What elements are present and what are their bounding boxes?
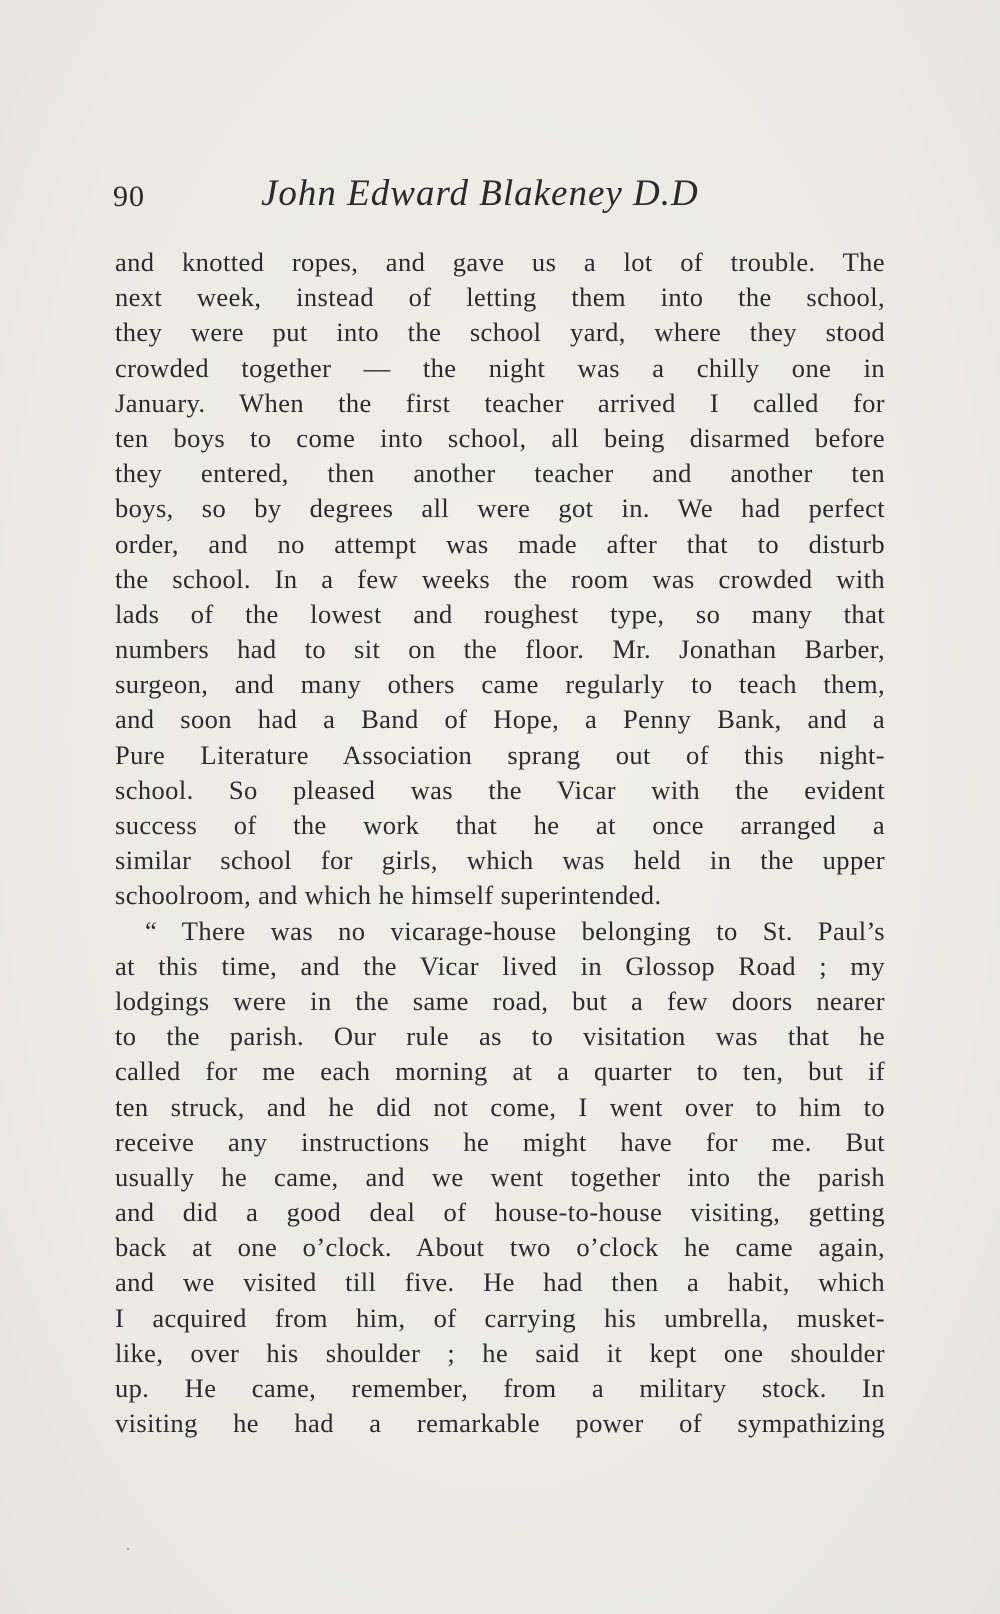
- text-line: January. When the first teacher arrived I called for: [115, 387, 885, 418]
- body-text: [115, 245, 885, 1441]
- text-line: back at one o’clock. About two o’clock he came again,: [115, 1232, 885, 1263]
- text-line: like, over his shoulder ; he said it kept one shoulder: [115, 1337, 885, 1368]
- text-line: surgeon, and many others came regularly to teach them,: [115, 669, 885, 700]
- text-line: crowded together — the night was a chilly one in: [115, 352, 885, 383]
- text-line: they entered, then another teacher and another ten: [115, 458, 885, 489]
- text-line: visiting he had a remarkable power of sympathizing: [115, 1408, 885, 1439]
- text-line: numbers had to sit on the floor. Mr. Jonathan Barber,: [115, 634, 885, 665]
- text-line: “ There was no vicarage-house belonging to St. Paul’s: [145, 915, 885, 946]
- text-line: order, and no attempt was made after that to disturb: [115, 528, 885, 559]
- text-line: the school. In a few weeks the room was crowded with: [115, 563, 885, 594]
- text-line: Pure Literature Association sprang out of this night-: [115, 739, 885, 770]
- text-line: up. He came, remember, from a military stock. In: [115, 1373, 885, 1403]
- text-line: and we visited till five. He had then a habit, which: [115, 1267, 885, 1298]
- text-line: school. So pleased was the Vicar with the evident: [115, 774, 885, 805]
- text-line: and soon had a Band of Hope, a Penny Bank, and a: [115, 704, 885, 735]
- text-line: schoolroom, and which he himself superintended.: [115, 880, 662, 911]
- text-line: receive any instructions he might have for me. But: [115, 1126, 885, 1157]
- text-line: at this time, and the Vicar lived in Glossop Road ; my: [115, 950, 885, 981]
- text-line: and did a good deal of house-to-house visiting, getting: [115, 1197, 885, 1228]
- text-line: similar school for girls, which was held in the upper: [115, 845, 885, 876]
- text-line: next week, instead of letting them into the school,: [115, 282, 885, 313]
- page-header: [113, 172, 893, 222]
- text-line: usually he came, and we went together into the parish: [115, 1161, 885, 1192]
- text-line: I acquired from him, of carrying his umbrella, musket-: [115, 1302, 885, 1333]
- text-line: they were put into the school yard, where they stood: [115, 317, 885, 348]
- text-line: lads of the lowest and roughest type, so many that: [115, 598, 885, 629]
- text-line: to the parish. Our rule as to visitation was that he: [115, 1021, 885, 1052]
- running-title: John Edward Blakeney D.D: [261, 173, 699, 214]
- text-line: and knotted ropes, and gave us a lot of trouble. The: [115, 247, 885, 277]
- text-line: called for me each morning at a quarter to ten, but if: [115, 1056, 885, 1087]
- text-line: lodgings were in the same road, but a few doors nearer: [115, 985, 885, 1016]
- text-line: ten struck, and he did not come, I went over to him to: [115, 1091, 885, 1122]
- paper-speck: [127, 1548, 129, 1550]
- text-line: success of the work that he at once arranged a: [115, 810, 885, 840]
- text-line: boys, so by degrees all were got in. We had perfect: [115, 493, 885, 524]
- page-number: 90: [113, 180, 145, 213]
- text-line: ten boys to come into school, all being disarmed before: [115, 422, 885, 453]
